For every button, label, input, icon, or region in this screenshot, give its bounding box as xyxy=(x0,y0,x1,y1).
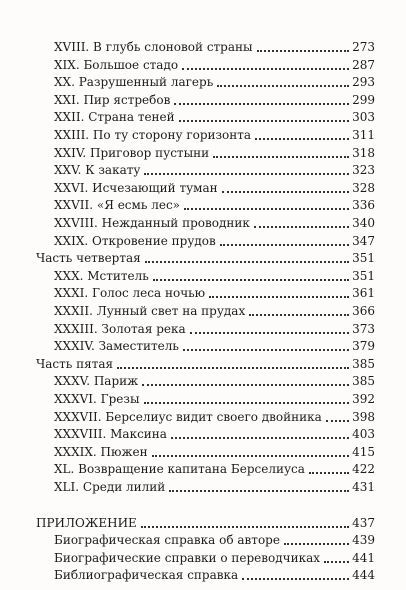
toc-page-number: 287 xyxy=(352,57,375,72)
dot-leader xyxy=(213,156,349,158)
toc-entry-title: XXV. К закату xyxy=(54,163,141,178)
toc-page-number: 437 xyxy=(352,515,375,530)
toc-entry xyxy=(54,372,375,388)
toc-page-number: 403 xyxy=(352,427,375,442)
dot-leader xyxy=(141,526,349,528)
toc-entry xyxy=(54,144,375,160)
toc-entry xyxy=(54,531,375,547)
dot-leader xyxy=(183,349,349,351)
toc-entry-title: XXXVI. Грезы xyxy=(54,392,140,406)
toc-page-number: 431 xyxy=(352,480,375,494)
toc-entry-title: XXIX. Откровение прудов xyxy=(54,233,216,248)
dot-leader xyxy=(222,191,349,193)
toc-entry xyxy=(54,425,375,441)
toc-entry-title: XXXVII. Берселиус видит своего двойника xyxy=(54,409,322,424)
toc-page-number: 311 xyxy=(352,128,375,142)
dot-leader xyxy=(257,50,350,52)
toc-entry-title: XXXV. Париж xyxy=(54,374,139,389)
toc-page-number: 366 xyxy=(352,304,375,318)
dot-leader xyxy=(174,103,349,105)
toc-entry xyxy=(54,478,375,494)
dot-leader xyxy=(144,173,349,175)
toc-page-number: 293 xyxy=(352,75,375,90)
toc-entry-title: XXXIV. Заместитель xyxy=(54,339,179,354)
toc-entry-title: XXI. Пир ястребов xyxy=(54,92,171,107)
dot-leader xyxy=(217,85,349,87)
dot-leader xyxy=(209,296,349,298)
toc-entry xyxy=(54,232,375,248)
toc-entry xyxy=(54,320,375,336)
dot-leader xyxy=(255,138,349,140)
toc-entry xyxy=(54,126,375,142)
toc-entry-title: XXXII. Лунный свет на прудах xyxy=(54,304,246,318)
toc-entry xyxy=(54,566,375,582)
dot-leader xyxy=(242,578,349,580)
dot-leader xyxy=(171,437,349,439)
dot-leader xyxy=(309,472,349,474)
toc-entry xyxy=(54,460,375,476)
toc-page-number: 351 xyxy=(352,251,375,266)
dot-leader xyxy=(145,261,349,263)
toc-entry-title: XXIII. По ту сторону горизонта xyxy=(54,128,252,142)
toc-entry xyxy=(54,56,375,72)
toc-entry-title: XXXVIII. Максина xyxy=(54,427,167,442)
toc-page-number: 439 xyxy=(352,533,375,548)
toc-entry-title: XXXI. Голос леса ночью xyxy=(54,286,206,301)
toc-page-number: 385 xyxy=(352,374,375,389)
dot-leader xyxy=(179,120,349,122)
dot-leader xyxy=(324,561,349,563)
toc-page-number: 347 xyxy=(352,233,375,248)
toc-entry xyxy=(54,284,375,300)
toc-page-number: 379 xyxy=(352,339,375,354)
toc-entry xyxy=(54,302,375,318)
dot-leader xyxy=(326,420,349,422)
toc-entry-title: XXX. Мститель xyxy=(54,268,149,283)
toc-page-number: 340 xyxy=(352,216,375,230)
toc-section-heading xyxy=(36,249,375,265)
toc-page-number: 273 xyxy=(352,40,375,54)
toc-page-number: 422 xyxy=(352,462,375,477)
dot-leader xyxy=(117,367,349,369)
dot-leader xyxy=(152,455,350,457)
toc-page-number: 336 xyxy=(352,198,375,213)
toc-page-number: 351 xyxy=(352,268,375,283)
toc-page-number: 318 xyxy=(352,145,375,160)
toc-entry xyxy=(54,179,375,195)
toc-entry-title: XXVIII. Нежданный проводник xyxy=(54,216,250,230)
toc-page-number: 328 xyxy=(352,180,375,195)
toc-page-number: 385 xyxy=(352,356,375,371)
toc-entry-title: XXVII. «Я есмь лес» xyxy=(54,198,180,213)
toc-entry-title: Часть четвертая xyxy=(36,251,141,266)
dot-leader xyxy=(249,314,349,316)
toc-page-number: 361 xyxy=(352,286,375,301)
toc-entry xyxy=(54,443,375,459)
toc-entry-title: XLI. Среди лилий xyxy=(54,480,166,494)
toc-section-heading xyxy=(36,514,375,530)
toc-page-number: 323 xyxy=(352,163,375,178)
toc-entry xyxy=(54,196,375,212)
toc-page-number: 415 xyxy=(352,444,375,459)
toc-entry-title: Биографические справки о переводчиках xyxy=(54,550,320,565)
toc-entry xyxy=(54,214,375,230)
toc-entry-title: XXIV. Приговор пустыни xyxy=(54,145,210,160)
toc-entry xyxy=(54,549,375,565)
toc-page-number: 441 xyxy=(352,550,375,565)
toc-entry-title: Биографическая справка об авторе xyxy=(54,533,280,548)
toc-entry xyxy=(54,337,375,353)
toc-page-number: 373 xyxy=(352,321,375,336)
toc-entry xyxy=(54,161,375,177)
toc-entry-title: Часть пятая xyxy=(36,356,114,371)
toc-entry xyxy=(54,108,375,124)
toc-entry-title: XVIII. В глубь слоновой страны xyxy=(54,40,253,54)
toc-page-number: 398 xyxy=(352,409,375,424)
dot-leader xyxy=(220,244,349,246)
toc-section-heading xyxy=(36,355,375,371)
toc-entry-title: Библиографическая справка xyxy=(54,568,239,583)
dot-leader xyxy=(190,332,349,334)
toc-entry xyxy=(54,91,375,107)
toc-entry xyxy=(54,267,375,283)
dot-leader xyxy=(254,226,349,228)
dot-leader xyxy=(153,279,349,281)
toc-entry-title: ПРИЛОЖЕНИЕ xyxy=(36,515,137,530)
toc-entry-title: XL. Возвращение капитана Берселиуса xyxy=(54,462,305,477)
dot-leader xyxy=(144,402,350,404)
toc-entry xyxy=(54,390,375,406)
toc-entry xyxy=(54,38,375,54)
dot-leader xyxy=(284,543,349,545)
toc-entry-title: XXII. Страна теней xyxy=(54,110,175,125)
toc-page-number: 444 xyxy=(352,568,375,583)
toc-entry-title: XX. Разрушенный лагерь xyxy=(54,75,214,90)
dot-leader xyxy=(142,384,349,386)
toc-entry-title: XXVI. Исчезающий туман xyxy=(54,180,218,195)
toc-entry-title: XIX. Большое стадо xyxy=(54,57,179,72)
dot-leader xyxy=(184,208,349,210)
toc-entry xyxy=(54,408,375,424)
toc-entry-title: XXXIX. Пюжен xyxy=(54,444,148,459)
toc-page-number: 303 xyxy=(352,110,375,125)
dot-leader xyxy=(169,490,349,492)
dot-leader xyxy=(182,68,349,70)
toc-entry-title: XXXIII. Золотая река xyxy=(54,321,186,336)
toc-page-number: 299 xyxy=(352,92,375,107)
toc-entry xyxy=(54,73,375,89)
toc-page-number: 392 xyxy=(352,392,375,406)
